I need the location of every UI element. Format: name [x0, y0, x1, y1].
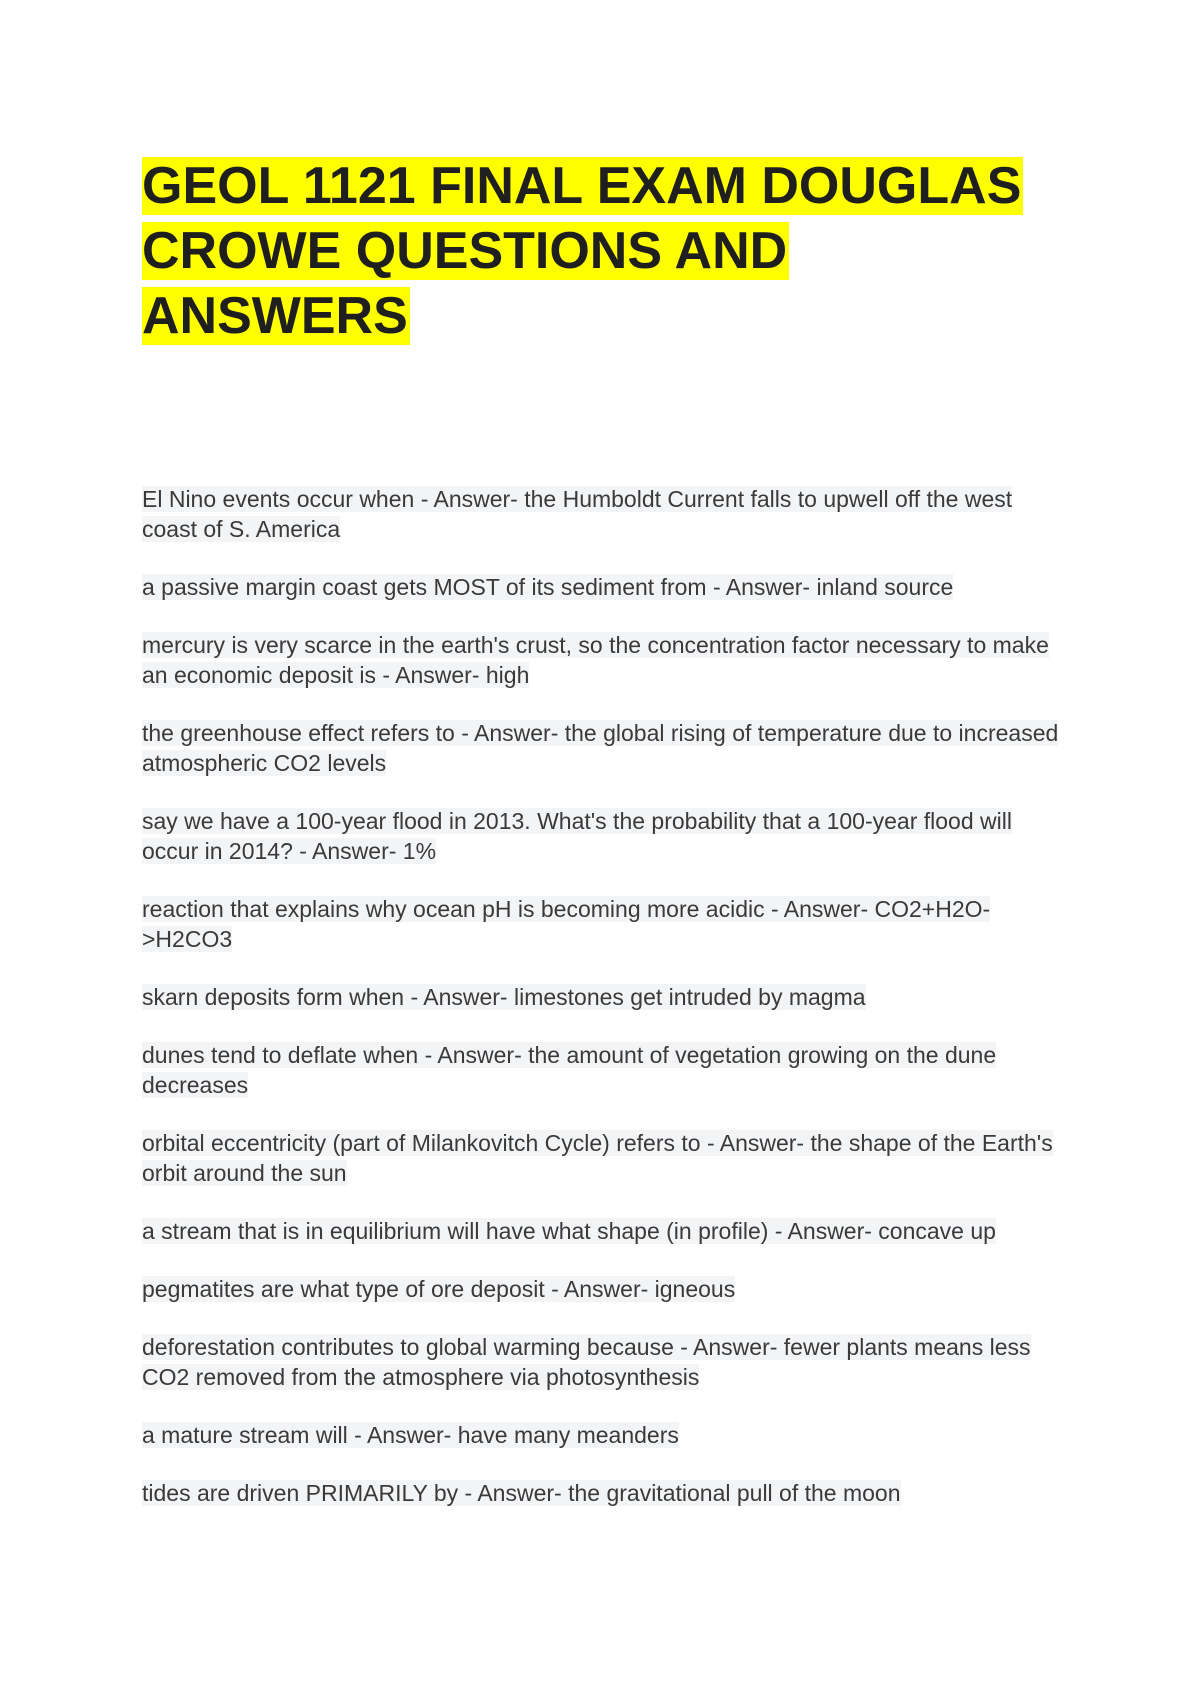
qa-item — [142, 1040, 1072, 1100]
qa-text: El Nino events occur when - Answer- the Humboldt Current falls to upwell off the west coast of S. America — [142, 486, 1013, 542]
qa-item — [142, 630, 1072, 690]
qa-item — [142, 1128, 1072, 1188]
qa-text: the greenhouse effect refers to - Answer- the global rising of temperature due to increased atmospheric CO2 levels — [142, 720, 1059, 776]
qa-item — [142, 894, 1072, 954]
question-answer-list — [142, 484, 1072, 1536]
qa-text: a mature stream will - Answer- have many meanders — [142, 1422, 679, 1448]
qa-text: a stream that is in equilibrium will have what shape (in profile) - Answer- concave up — [142, 1218, 996, 1244]
qa-text: deforestation contributes to global warming because - Answer- fewer plants means less CO2 removed from the atmosphere via photosynthesis — [142, 1334, 1031, 1390]
qa-item — [142, 806, 1072, 866]
qa-text: pegmatites are what type of ore deposit - Answer- igneous — [142, 1276, 736, 1302]
title-line: ANSWERS — [142, 287, 408, 345]
qa-item — [142, 572, 1072, 602]
qa-text: a passive margin coast gets MOST of its sediment from - Answer- inland source — [142, 574, 954, 600]
qa-text: skarn deposits form when - Answer- limestones get intruded by magma — [142, 984, 866, 1010]
qa-text: orbital eccentricity (part of Milankovitch Cycle) refers to - Answer- the shape of the Earth's orbit around the sun — [142, 1130, 1053, 1186]
qa-text: tides are driven PRIMARILY by - Answer- the gravitational pull of the moon — [142, 1480, 901, 1506]
qa-item — [142, 1216, 1072, 1246]
qa-text: reaction that explains why ocean pH is becoming more acidic - Answer- CO2+H2O->H2CO3 — [142, 896, 991, 952]
qa-item — [142, 718, 1072, 778]
qa-item — [142, 1420, 1072, 1450]
qa-item — [142, 1478, 1072, 1508]
title-line: GEOL 1121 FINAL EXAM DOUGLAS — [142, 157, 1022, 215]
qa-item — [142, 982, 1072, 1012]
qa-text: mercury is very scarce in the earth's crust, so the concentration factor necessary to make an economic deposit is - Answer- high — [142, 632, 1049, 688]
qa-item — [142, 1274, 1072, 1304]
qa-text: dunes tend to deflate when - Answer- the amount of vegetation growing on the dune decreases — [142, 1042, 997, 1098]
qa-text: say we have a 100-year flood in 2013. What's the probability that a 100-year flood will occur in 2014? - Answer- 1% — [142, 808, 1012, 864]
qa-item — [142, 484, 1072, 544]
title-line: CROWE QUESTIONS AND — [142, 222, 788, 280]
page-title — [142, 154, 1062, 349]
qa-item — [142, 1332, 1072, 1392]
